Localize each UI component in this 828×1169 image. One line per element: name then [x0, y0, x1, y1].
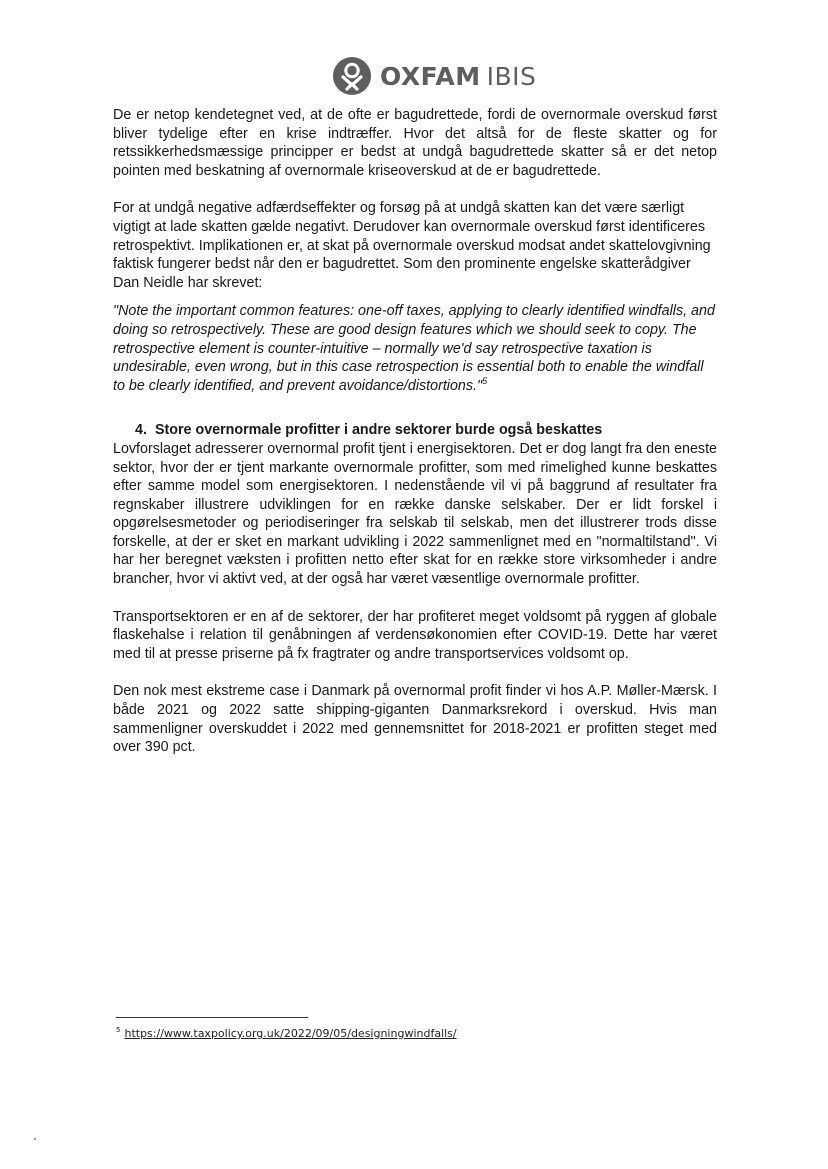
document-body	[113, 106, 717, 757]
footnote-number: 5	[116, 1026, 121, 1035]
section-title: Store overnormale profitter i andre sektorer burde også beskattes	[154, 422, 603, 439]
scan-artifact	[34, 1138, 36, 1140]
footnote-link[interactable]: https://www.taxpolicy.org.uk/2022/09/05/designingwindfalls/	[124, 1027, 457, 1040]
section-number: 4.	[135, 422, 147, 439]
paragraph-1: De er netop kendetegnet ved, at de ofte er bagudrettede, fordi de overnormale overskud først bliver tydelige efter en krise indtræffer. Hvor det altså for de fleste skatter og for retssikkerhedsmæssige principper er bedst at undgå bagudrettede skatter så er det netop pointen med beskatning af overnormale kriseoverskud at de er bagudrettede.	[113, 107, 717, 179]
logo-wordmark	[380, 61, 537, 91]
paragraph-4: Transportsektoren er en af de sektorer, der har profiteret meget voldsomt på ryggen af globale flaskehalse i relation til genåbningen af verdensøkonomien efter COVID-19. Dette har været med til at presse priserne på fx fragtrater og andre transportservices voldsomt op.	[113, 608, 717, 662]
logo-oxfam: OXFAM	[380, 61, 481, 91]
paragraph-3: Lovforslaget adresserer overnormal profit tjent i energisektoren. Det er dog langt fra den eneste sektor, hvor der er tjent markante overnormale profitter, som med rimelighed kunne beskattes efter samme model som energisektoren. I nedenstående vil vi på baggrund af resultater fra regnskaber illustrere udviklingen for en række danske selskaber. Der er lidt forskel i opgørelsesmetoder og periodiseringer fra selskab til selskab, men det illustrerer trods disse forskelle, at der er sket en markant udvikling i 2022 sammenlignet med en "normaltilstand". Vi har her beregnet væksten i profitten netto efter skat for en række store virksomheder i andre brancher, hvor vi aktivt ved, at der også har været væsentlige overnormale profitter.	[113, 440, 717, 588]
quote-footnote-ref: 5	[482, 375, 488, 386]
oxfam-ibis-logo	[332, 56, 536, 96]
paragraph-2: For at undgå negative adfærdseffekter og forsøg på at undgå skatten kan det være særligt vigtigt at lade skatten gælde negativt. Derudover kan overnormale overskud først identificeres retrospektivt. Implikationen er, at skat på overnormale overskud modsat andet skattelovgivning faktisk fungerer bedst når den er bagudrettet. Som den prominente engelske skatterådgiver Dan Neidle har skrevet:	[113, 200, 711, 291]
logo-ibis: IBIS	[486, 61, 537, 91]
footnote	[116, 1027, 457, 1040]
paragraph-5: Den nok mest ekstreme case i Danmark på overnormal profit finder vi hos A.P. Møller-Mærsk. I både 2021 og 2022 satte shipping-giganten Danmarksrekord i overskud. Hvis man sammenligner overskuddet i 2022 med gennemsnittet for 2018-2021 er profitten steget med over 390 pct.	[113, 683, 717, 756]
quote-block	[113, 302, 717, 395]
oxfam-logo-icon	[332, 56, 372, 96]
section-heading	[113, 421, 717, 440]
quote-text: "Note the important common features: one-off taxes, applying to clearly identified windfalls, and doing so retrospectively. These are good design features which we should seek to copy. The retrospective element is counter-intuitive – normally we'd say retrospective taxation is undesirable, even wrong, but in this case retrospection is essential both to enable the windfall to be clearly identified, and prevent avoidance/distortions."	[113, 303, 715, 394]
footnote-divider	[116, 1017, 308, 1018]
